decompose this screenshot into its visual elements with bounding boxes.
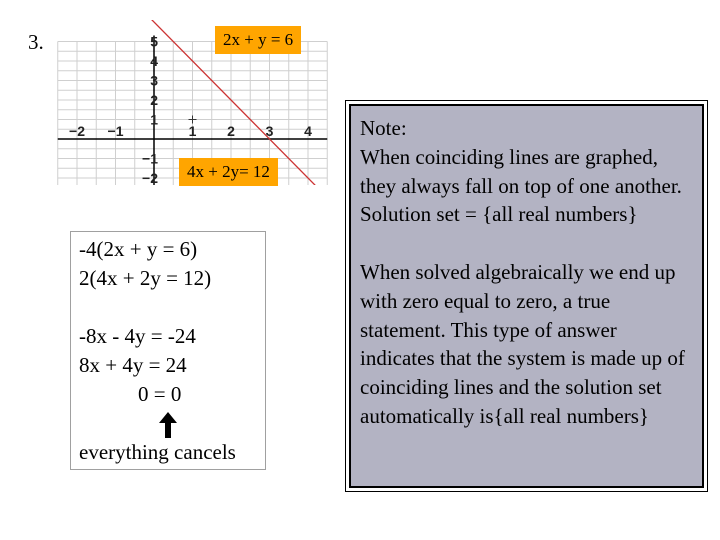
work-result: 0 = 0 <box>138 382 182 406</box>
x-tick-label: 2 <box>227 123 235 139</box>
equation-label-2: 4x + 2y= 12 <box>179 158 278 186</box>
y-tick-label: 2 <box>150 92 158 108</box>
y-tick-label: 5 <box>150 33 158 50</box>
x-tick-label: 3 <box>265 123 274 139</box>
work-line-4: 8x + 4y = 24 <box>79 353 187 377</box>
note-paragraph-1: When coinciding lines are graphed, they always fall on top of one another. <box>360 144 682 198</box>
coordinate-graph <box>50 20 330 185</box>
y-tick-label: 4 <box>150 53 158 69</box>
work-line-2: 2(4x + 2y = 12) <box>79 266 212 290</box>
work-line-1: -4(2x + y = 6) <box>79 237 198 261</box>
note-box <box>345 100 708 492</box>
up-arrow-icon <box>158 412 178 438</box>
work-line-3: -8x - 4y = -24 <box>79 324 196 348</box>
x-tick-label: −2 <box>69 123 85 139</box>
note-content <box>349 104 704 488</box>
y-tick-label: −2 <box>142 170 158 185</box>
note-title: Note: <box>360 116 407 140</box>
note-solution: Solution set = {all real numbers} <box>360 202 638 227</box>
work-caption: everything cancels <box>79 440 236 464</box>
y-tick-label: 3 <box>150 72 158 89</box>
x-tick-label: 1 <box>188 123 197 139</box>
equation-label-1: 2x + y = 6 <box>215 26 301 54</box>
x-tick-label: −1 <box>107 123 124 139</box>
y-tick-label: −1 <box>142 150 158 167</box>
y-tick-label: 1 <box>150 111 158 128</box>
algebra-work-box <box>70 231 266 470</box>
x-tick-label: 4 <box>304 123 312 139</box>
note-paragraph-2: When solved algebraically we end up with zero equal to zero, a true statement. This type of answer indicates that the system is made up of coinciding lines and the solution set automatically is{all real numbers} <box>360 259 685 428</box>
problem-number: 3. <box>28 30 44 54</box>
note-spacer <box>360 229 693 258</box>
